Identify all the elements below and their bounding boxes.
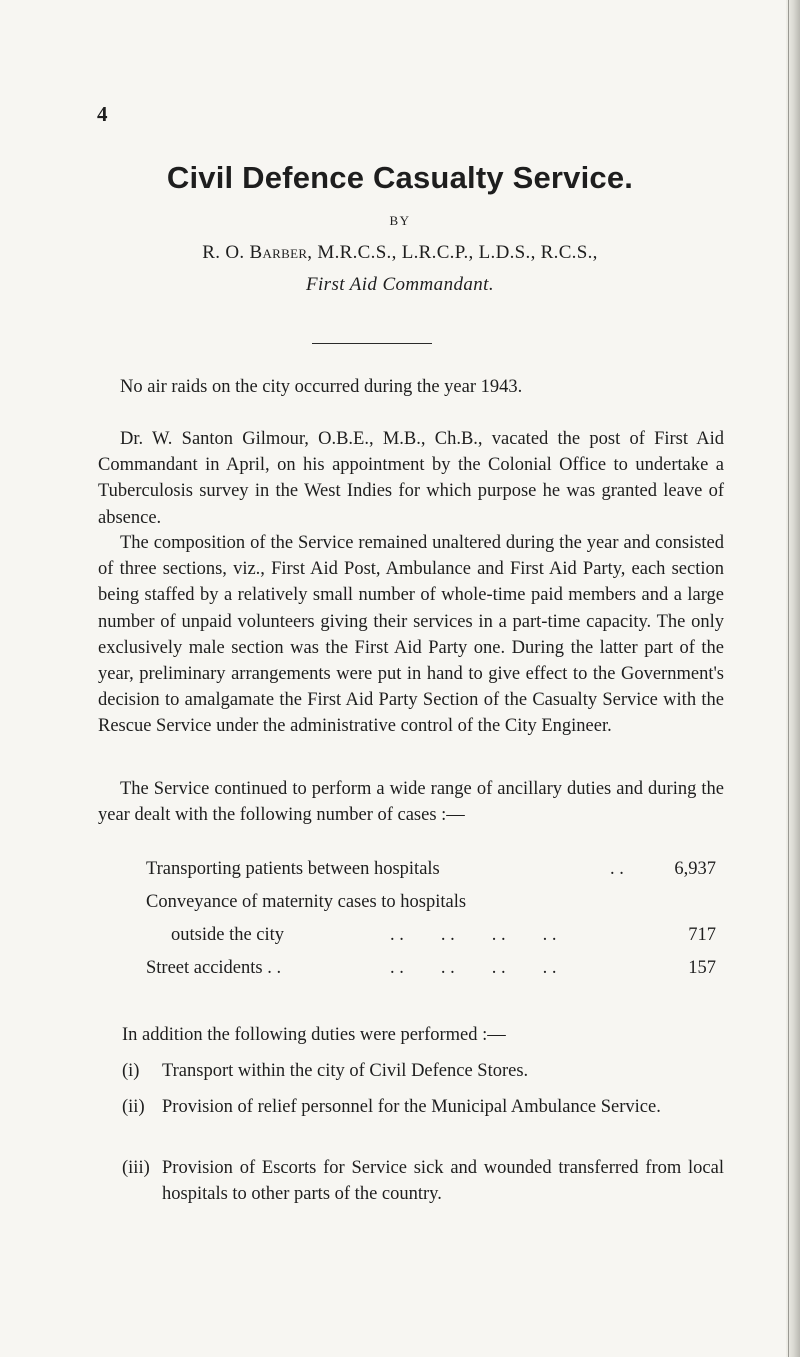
cases-label: Transporting patients between hospitals xyxy=(146,859,440,879)
page-title: Civil Defence Casualty Service. xyxy=(166,160,634,195)
cases-leader-dots: . . . . . . . . xyxy=(390,925,557,945)
cases-leader-dots: . . . . . . . . xyxy=(390,958,557,978)
cases-label: Conveyance of maternity cases to hospitals xyxy=(146,892,467,912)
cases-value: 717 xyxy=(688,925,716,945)
author-role: First Aid Commandant. xyxy=(305,274,495,295)
duty-number: (iii) xyxy=(122,1158,150,1178)
cases-value: 157 xyxy=(688,958,716,978)
paragraph-composition: The composition of the Service remained unaltered during the year and consisted of three sections, viz., First Aid Post, Ambulance and First Aid Party, each section being staffed by a relatively small number of whole-time paid members and a large number of unpaid volunteers giving their services in a part-time capacity. The only exclusively male section was the First Aid Party one. During the latter part of the year, preliminary arrangements were put in hand to give effect to the Government's decision to amalgamate the First Aid Party Section of the Casualty Service with the Rescue Service under the administrative control of the City Engineer. xyxy=(98,533,724,737)
by-line: BY xyxy=(389,213,411,228)
cases-leader-dots: . . xyxy=(610,859,624,879)
duties-intro: In addition the following duties were performed :— xyxy=(122,1025,506,1045)
paragraph-commandant: Dr. W. Santon Gilmour, O.B.E., M.B., Ch.B., vacated the post of First Aid Commandant in April, on his appointment by the Colonial Office to undertake a Tuberculosis survey in the West Indies for which purpose he was granted leave of absence. xyxy=(98,429,724,528)
cases-label: Street accidents . . xyxy=(146,958,282,978)
duty-number: (i) xyxy=(122,1061,140,1081)
duty-text: Provision of Escorts for Service sick and wounded transferred from local hospitals to other parts of the country. xyxy=(162,1158,724,1205)
paragraph-duties: The Service continued to perform a wide range of ancillary duties and during the year dealt with the following number of cases :— xyxy=(98,779,724,826)
cases-row xyxy=(146,922,724,948)
cases-label: outside the city xyxy=(171,925,285,945)
cases-row xyxy=(146,955,724,981)
page-edge-line xyxy=(788,0,789,1357)
cases-row xyxy=(146,856,724,882)
page-number: 4 xyxy=(97,102,108,126)
cases-value: 6,937 xyxy=(674,859,716,879)
paragraph-air-raids: No air raids on the city occurred during the year 1943. xyxy=(120,377,523,397)
cases-row xyxy=(146,889,724,915)
author-name: R. O. Barber, M.R.C.S., L.R.C.P., L.D.S., R.C.S., xyxy=(202,242,598,263)
duty-text: Provision of relief personnel for the Municipal Ambulance Service. xyxy=(162,1097,661,1117)
duty-number: (ii) xyxy=(122,1097,145,1117)
duty-text: Transport within the city of Civil Defence Stores. xyxy=(162,1061,529,1081)
title-divider xyxy=(312,343,432,344)
